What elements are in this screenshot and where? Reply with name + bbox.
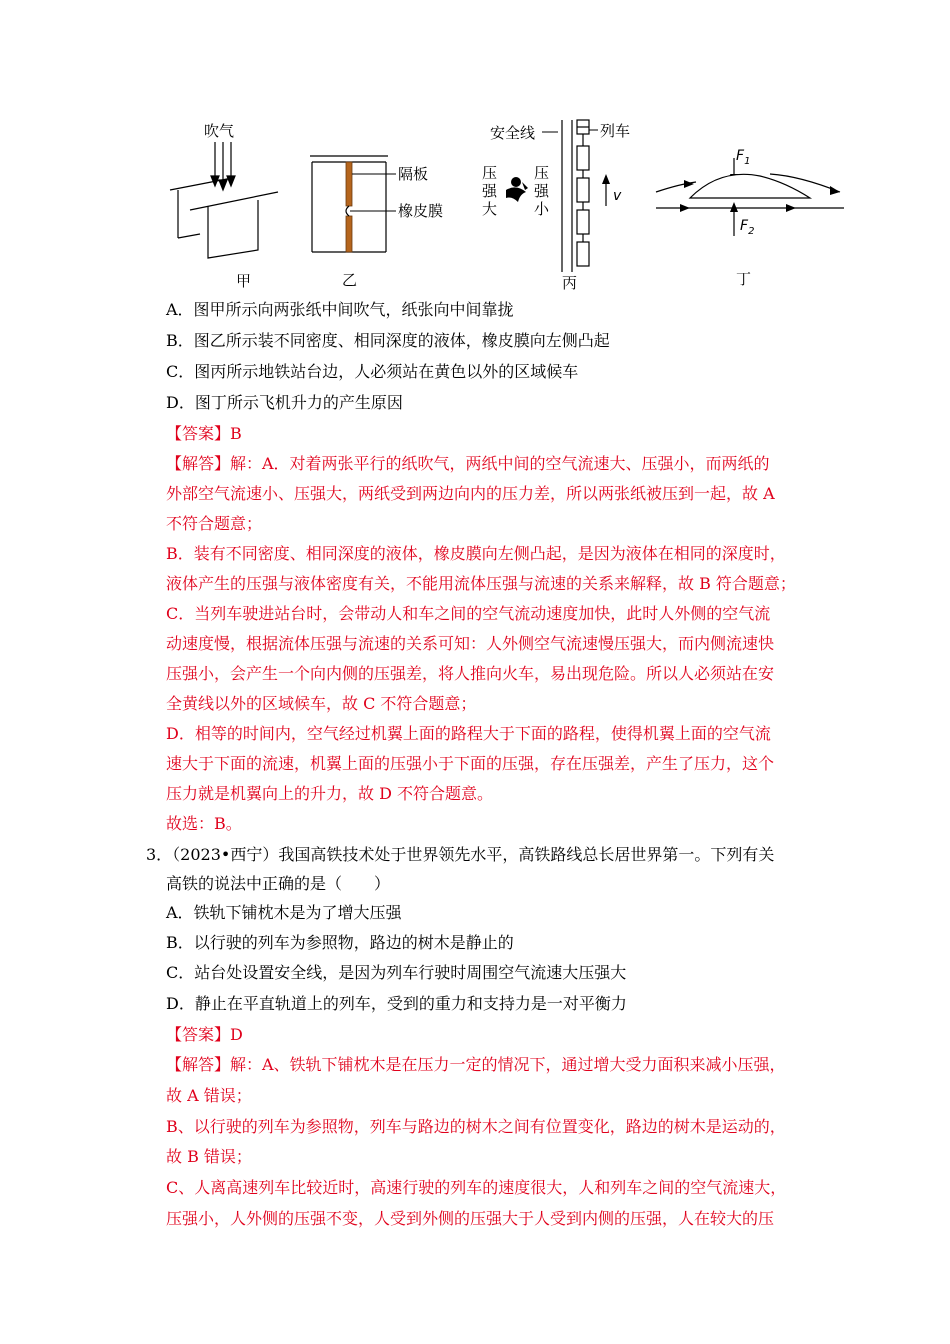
low-pressure-char-2: 强 (534, 182, 550, 200)
train-label: 列车 (600, 122, 631, 140)
caption-yi: 乙 (342, 271, 358, 289)
q2-option-c: C．图丙所示地铁站台边，人必须站在黄色以外的区域候车 (166, 362, 579, 381)
q3-explain-line-3: B、以行驶的列车为参照物，列车与路边的树木之间有位置变化，路边的树木是运动的， (166, 1117, 786, 1136)
q3-option-c: C．站台处设置安全线，是因为列车行驶时周围空气流速大压强大 (166, 963, 627, 982)
figure-bing-drawing (478, 112, 648, 292)
q3-stem-line-2: 高铁的说法中正确的是（ ） (166, 874, 391, 893)
caption-ding: 丁 (736, 270, 752, 288)
q2-explain-line-5: 液体产生的压强与液体密度有关，不能用流体压强与流速的关系来解释，故 B 符合题意； (166, 574, 796, 593)
low-pressure-char-3: 小 (534, 200, 550, 218)
q2-option-b: B．图乙所示装不同密度、相同深度的液体，橡皮膜向左侧凸起 (166, 331, 610, 350)
velocity-label: v (613, 188, 622, 204)
partition-label: 隔板 (398, 165, 429, 183)
membrane-label: 橡皮膜 (398, 202, 444, 220)
figure-ding-drawing (650, 140, 850, 290)
q2-explain-line-3: 不符合题意； (166, 514, 263, 533)
low-pressure-char-1: 压 (534, 164, 550, 182)
q3-answer: 【答案】D (166, 1025, 243, 1044)
q2-explain-line-6: C．当列车驶进站台时，会带动人和车之间的空气流动速度加快，此时人外侧的空气流 (166, 604, 771, 623)
high-pressure-char-1: 压 (482, 164, 498, 182)
q2-explain-line-10: D．相等的时间内，空气经过机翼上面的路程大于下面的路程，使得机翼上面的空气流 (166, 724, 771, 743)
figure-bing (478, 112, 648, 292)
f1-label: $F_1$ (736, 148, 751, 167)
q3-stem-line-1: 3．（2023•西宁）我国高铁技术处于世界领先水平，高铁路线总长居世界第一。下列有关 (146, 845, 775, 864)
person-icon (506, 177, 528, 202)
q2-explain-line-4: B．装有不同密度、相同深度的液体，橡皮膜向左侧凸起，是因为液体在相同的深度时， (166, 544, 786, 563)
figure-ding (650, 140, 850, 290)
q3-option-b: B．以行驶的列车为参照物，路边的树木是静止的 (166, 933, 514, 952)
q2-explain-line-12: 压力就是机翼向上的升力，故 D 不符合题意。 (166, 784, 494, 803)
high-pressure-char-3: 大 (482, 200, 498, 218)
q2-explain-line-11: 速大于下面的流速，机翼上面的压强小于下面的压强，存在压强差，产生了压力，这个 (166, 754, 775, 773)
q3-explain-line-2: 故 A 错误； (166, 1086, 252, 1105)
q2-explain-line-2: 外部空气流速小、压强大，两纸受到两边向内的压力差，所以两张纸被压到一起，故 A (166, 484, 775, 503)
caption-bing: 丙 (562, 274, 578, 292)
q2-option-a: A．图甲所示向两张纸中间吹气，纸张向中间靠拢 (166, 300, 514, 319)
q3-explain-line-6: 压强小，人外侧的压强不变，人受到外侧的压强大于人受到内侧的压强，人在较大的压 (166, 1209, 775, 1228)
q3-explain-line-4: 故 B 错误； (166, 1147, 252, 1166)
caption-jia: 甲 (236, 272, 252, 290)
q3-option-d: D．静止在平直轨道上的列车，受到的重力和支持力是一对平衡力 (166, 994, 627, 1013)
figure-jia (160, 110, 290, 290)
q3-explain-line-5: C、人离高速列车比较近时，高速行驶的列车的速度很大，人和列车之间的空气流速大， (166, 1178, 787, 1197)
q2-explain-line-13: 故选：B。 (166, 814, 242, 833)
q2-option-d: D．图丁所示飞机升力的产生原因 (166, 393, 403, 412)
q3-option-a: A．铁轨下铺枕木是为了增大压强 (166, 903, 402, 922)
q2-explain-line-8: 压强小，会产生一个向内侧的压强差，将人推向火车，易出现危险。所以人必须站在安 (166, 664, 775, 683)
figure-yi (300, 140, 460, 290)
blow-label: 吹气 (204, 122, 235, 140)
high-pressure-char-2: 强 (482, 182, 498, 200)
figure-jia-drawing (160, 110, 290, 290)
f2-label: $F_2$ (740, 218, 755, 237)
figure-yi-drawing (300, 140, 460, 290)
q2-explain-line-9: 全黄线以外的区域候车，故 C 不符合题意； (166, 694, 477, 713)
q3-explain-line-1: 【解答】解：A、铁轨下铺枕木是在压力一定的情况下，通过增大受力面积来减小压强， (166, 1055, 786, 1074)
q2-explain-line-7: 动速度慢，根据流体压强与流速的关系可知：人外侧空气流速慢压强大，而内侧流速快 (166, 634, 775, 653)
q2-answer: 【答案】B (166, 424, 242, 443)
safety-line-label: 安全线 (490, 124, 536, 142)
q2-explain-line-1: 【解答】解：A．对着两张平行的纸吹气，两纸中间的空气流速大、压强小，而两纸的 (166, 454, 770, 473)
